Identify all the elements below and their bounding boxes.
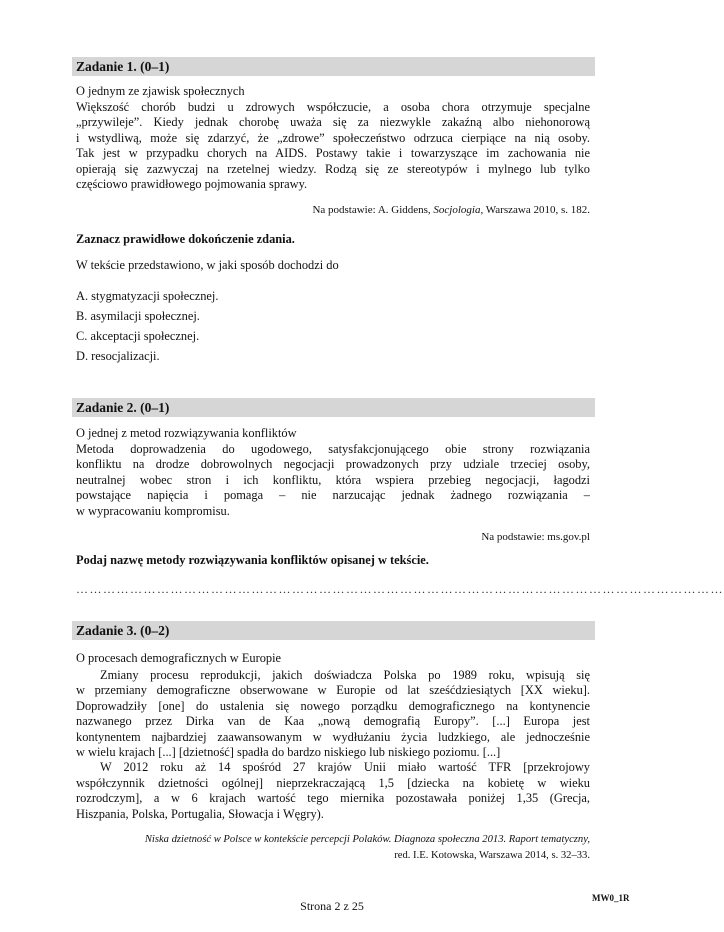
page-number: Strona 2 z 25 xyxy=(300,899,364,913)
task2-text-line: neutralnej wobec stron i ich konfliktu, która wspiera przebieg negocjacji, łagodzi xyxy=(76,472,590,487)
task1-question: W tekście przedstawiono, w jaki sposób dochodzi do xyxy=(76,258,339,272)
task3-source-line2: red. I.E. Kotowska, Warszawa 2014, s. 32–33. xyxy=(394,850,590,861)
task1-source-prefix: Na podstawie: A. Giddens, xyxy=(312,204,434,216)
task3-text xyxy=(76,668,590,822)
task3-text-line: rozrodczym], a w 6 krajach wartość tego miernika pozostawała poniżej 1,35 (Grecja, xyxy=(76,791,590,806)
task1-text-line: Tak jest w przypadku chorych na AIDS. Postawy takie i towarzyszące im zachowania nie xyxy=(76,146,590,161)
task3-text-line: Hiszpania, Polska, Portugalia, Słowacja i Węgry). xyxy=(76,806,324,821)
task3-text-line: w wielu krajach [...] [dzietność] spadła do bardzo niskiego lub niskiego poziomu. [...] xyxy=(76,745,501,760)
task3-text-line: W 2012 roku aż 14 spośród 27 krajów Unii miało wartość TFR [przekrojowy xyxy=(100,760,590,775)
task2-subtitle: O jednej z metod rozwiązywania konfliktów xyxy=(76,426,297,440)
task2-text xyxy=(76,442,590,519)
task3-source-title: Niska dzietność w Polsce w kontekście percepcji Polaków. Diagnoza społeczna 2013. Raport tematyczny, xyxy=(144,834,590,845)
task3-text-line: Zmiany procesu reprodukcji, jakich doświadcza Polska po 1989 roku, wpisują się xyxy=(100,668,590,682)
task1-instruction: Zaznacz prawidłowe dokończenie zdania. xyxy=(76,232,295,246)
task1-text-line: Większość chorób budzi u zdrowych współczucie, a osoba chora otrzymuje specjalne xyxy=(76,100,590,114)
task3-text-line: w przemiany demograficzne obserwowane w Europie od lat sześćdziesiątych [XX wieku]. xyxy=(76,683,590,698)
task1-option-b[interactable]: B. asymilacji społecznej. xyxy=(76,309,200,323)
task1-option-c[interactable]: C. akceptacji społecznej. xyxy=(76,329,200,343)
task1-text-line: opierają się zazwyczaj na rzetelnej wiedzy. Rodzą się ze stereotypów i mylnego lub tylko xyxy=(76,161,590,176)
task3-text-line: nazwanego przez Dirka van de Kaa „nową demografią Europy”. [...] Europa jest xyxy=(76,714,590,729)
task1-option-d[interactable]: D. resocjalizacji. xyxy=(76,349,160,363)
task1-source-suffix: , Warszawa 2010, s. 182. xyxy=(480,204,590,216)
task1-text xyxy=(76,100,590,192)
task3-text-line: Doprowadziły [one] do ustalenia się nowego porządku demograficznego na kontynencie xyxy=(76,698,590,713)
task3-text-line: kontynentem najbardziej zaawansowanym w wydłużaniu życia ludzkiego, ale jednocześnie xyxy=(76,729,590,744)
exam-code: MW0_1R xyxy=(592,893,630,903)
task2-text-line: konfliktu na drodze dobrowolnych negocjacji prowadzonych przy udziale trzeciej osoby, xyxy=(76,457,590,472)
task1-text-line: „przywileje”. Kiedy jednak chorobę uważa się za niezwykle zakaźną albo niehonorową xyxy=(76,115,590,130)
task2-text-line: w wypracowaniu kompromisu. xyxy=(76,503,230,518)
task1-text-line: i wstydliwą, może się zdarzyć, że „zdrowe” społeczeństwo odrzuca cierpiące na nią osoby. xyxy=(76,130,590,145)
task1-source xyxy=(76,203,590,218)
task2-text-line: powstające napięcia i pomaga – nie narzucając jednak żadnego rozwiązania – xyxy=(76,488,590,503)
task1-source-title: Socjologia xyxy=(433,204,481,216)
task3-header: Zadanie 3. (0–2) xyxy=(72,621,595,640)
task3-subtitle: O procesach demograficznych w Europie xyxy=(76,651,282,665)
task3-text-line: współczynnik dzietności ogólnej] nieprzekraczającą 1,5 [dziecka na kobietę w wieku xyxy=(76,775,590,790)
task1-option-a[interactable]: A. stygmatyzacji społecznej. xyxy=(76,289,219,303)
task1-header: Zadanie 1. (0–1) xyxy=(72,57,595,76)
task2-source: Na podstawie: ms.gov.pl xyxy=(481,531,590,543)
task2-answer-line[interactable]: ……………………………………………………………………………………………………………………………… xyxy=(76,582,724,596)
task1-text-line: częściowo prawidłowego pojmowania sprawy. xyxy=(76,177,308,192)
task1-subtitle: O jednym ze zjawisk społecznych xyxy=(76,84,245,98)
task2-instruction: Podaj nazwę metody rozwiązywania konfliktów opisanej w tekście. xyxy=(76,553,429,567)
task2-header: Zadanie 2. (0–1) xyxy=(72,398,595,417)
task2-text-line: Metoda doprowadzenia do ugodowego, satysfakcjonującego obie strony rozwiązania xyxy=(76,442,590,456)
